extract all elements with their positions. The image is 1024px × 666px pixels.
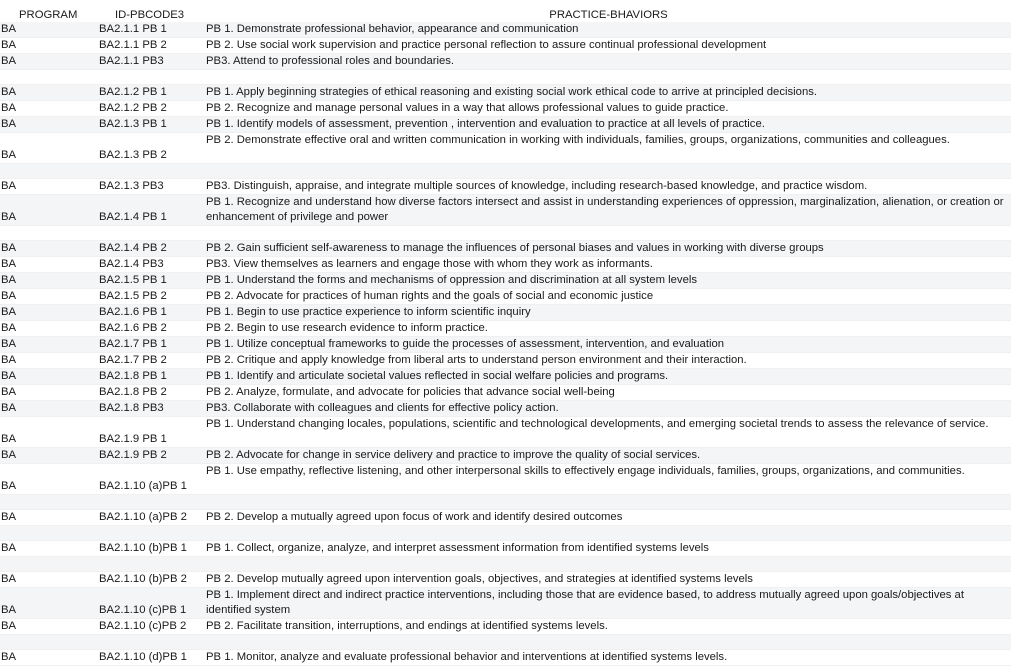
table-row (0, 572, 1011, 588)
program-cell: BA (1, 449, 17, 461)
id-cell: BA2.1.7 PB 2 (99, 354, 167, 366)
table-row (0, 510, 1011, 526)
table-row (0, 557, 1011, 572)
table-row (0, 70, 1011, 85)
practice-cell: PB3. Collaborate with colleagues and clients for effective policy action. (206, 402, 559, 414)
program-cell: BA (1, 573, 17, 585)
program-cell: BA (1, 180, 17, 192)
program-cell: BA (1, 620, 17, 632)
id-cell: BA2.1.1 PB 2 (99, 39, 167, 51)
table-row (0, 385, 1011, 401)
practice-cell: PB 1. Use empathy, reflective listening, and other interpersonal skills to effectively engage individuals, families, groups, organizations, and communities. (206, 465, 965, 477)
program-cell: BA (1, 370, 17, 382)
practice-cell: PB 2. Use social work supervision and practice personal reflection to assure continual professional development (206, 39, 767, 51)
program-cell: BA (1, 258, 17, 270)
id-cell: BA2.1.10 (a)PB 1 (99, 480, 187, 492)
table-row (0, 195, 1011, 226)
program-cell: BA (1, 402, 17, 414)
id-cell: BA2.1.2 PB 2 (99, 102, 167, 114)
id-cell: BA2.1.4 PB 2 (99, 242, 167, 254)
practice-cell: PB 1. Begin to use practice experience to inform scientific inquiry (206, 306, 531, 318)
practice-cell: PB 2. Demonstrate effective oral and written communication in working with individuals, families, groups, organizations, communities and colleagues. (206, 134, 950, 146)
table-row (0, 369, 1011, 385)
practice-cell: PB 2. Begin to use research evidence to inform practice. (206, 322, 488, 334)
spreadsheet (0, 7, 1011, 666)
table-row (0, 289, 1011, 305)
practice-cell: PB3. Attend to professional roles and boundaries. (206, 55, 455, 67)
id-cell: BA2.1.4 PB3 (99, 258, 164, 270)
id-cell: BA2.1.8 PB 2 (99, 386, 167, 398)
table-row (0, 353, 1011, 369)
practice-cell: PB 2. Facilitate transition, interruptions, and endings at identified systems levels. (206, 620, 608, 632)
program-cell: BA (1, 23, 17, 35)
table-row (0, 337, 1011, 353)
id-cell: BA2.1.6 PB 1 (99, 306, 167, 318)
id-cell: BA2.1.3 PB3 (99, 180, 164, 192)
table-row (0, 464, 1011, 495)
table-row (0, 22, 1011, 38)
table-row (0, 133, 1011, 164)
program-cell: BA (1, 511, 17, 523)
table-row (0, 635, 1011, 650)
program-cell: BA (1, 386, 17, 398)
table-row (0, 226, 1011, 241)
table-row (0, 588, 1011, 619)
program-cell: BA (1, 480, 17, 492)
id-cell: BA2.1.9 PB 2 (99, 449, 167, 461)
program-cell: BA (1, 542, 17, 554)
practice-cell: PB 1. Understand the forms and mechanisms of oppression and discrimination at all system levels (206, 274, 698, 286)
program-cell: BA (1, 102, 17, 114)
practice-cell: PB 2. Critique and apply knowledge from liberal arts to understand person environment and their interaction. (206, 354, 747, 366)
table-row (0, 541, 1011, 557)
table-row (0, 650, 1011, 666)
table-row (0, 85, 1011, 101)
program-cell: BA (1, 149, 17, 161)
program-cell: BA (1, 39, 17, 51)
id-cell: BA2.1.3 PB 2 (99, 149, 167, 161)
practice-cell: PB 1. Monitor, analyze and evaluate professional behavior and interventions at identified systems levels. (206, 651, 728, 663)
table-row (0, 257, 1011, 273)
table-row (0, 164, 1011, 179)
practice-cell: PB 2. Gain sufficient self-awareness to manage the influences of personal biases and values in working with diverse groups (206, 242, 824, 254)
id-cell: BA2.1.2 PB 1 (99, 86, 167, 98)
table-row (0, 321, 1011, 337)
practice-cell: PB 1. Identify models of assessment, prevention , intervention and evaluation to practice at all levels of practice. (206, 118, 765, 130)
table-row (0, 305, 1011, 321)
header-id: ID-PBCODE3 (115, 9, 185, 21)
practice-cell: PB 1. Identify and articulate societal values reflected in social welfare policies and programs. (206, 370, 669, 382)
table-row (0, 417, 1011, 448)
program-cell: BA (1, 211, 17, 223)
table-row (0, 179, 1011, 195)
table-row (0, 38, 1011, 54)
practice-cell: PB 2. Analyze, formulate, and advocate for policies that advance social well-being (206, 386, 615, 398)
program-cell: BA (1, 86, 17, 98)
program-cell: BA (1, 433, 17, 445)
practice-cell: PB 2. Develop a mutually agreed upon focus of work and identify desired outcomes (206, 511, 623, 523)
table-row (0, 526, 1011, 541)
id-cell: BA2.1.10 (c)PB 1 (99, 604, 187, 616)
program-cell: BA (1, 242, 17, 254)
practice-cell: PB3. View themselves as learners and engage those with whom they work as informants. (206, 258, 653, 270)
practice-cell: PB 1. Collect, organize, analyze, and interpret assessment information from identified systems levels (206, 542, 709, 554)
practice-cell: PB 2. Advocate for practices of human rights and the goals of social and economic justice (206, 290, 654, 302)
practice-cell: PB 1. Apply beginning strategies of ethical reasoning and existing social work ethical code to arrive at principled decisions. (206, 86, 818, 98)
id-cell: BA2.1.5 PB 1 (99, 274, 167, 286)
id-cell: BA2.1.10 (b)PB 2 (99, 573, 187, 585)
id-cell: BA2.1.3 PB 1 (99, 118, 167, 130)
table-row (0, 273, 1011, 289)
program-cell: BA (1, 651, 17, 663)
table-row (0, 101, 1011, 117)
id-cell: BA2.1.6 PB 2 (99, 322, 167, 334)
program-cell: BA (1, 55, 17, 67)
id-cell: BA2.1.1 PB3 (99, 55, 164, 67)
table-row (0, 241, 1011, 257)
practice-cell: PB 1. Utilize conceptual frameworks to guide the processes of assessment, intervention, and evaluation (206, 338, 725, 350)
practice-cell: PB 2. Recognize and manage personal values in a way that allows professional values to guide practice. (206, 102, 729, 114)
program-cell: BA (1, 604, 17, 616)
practice-cell: PB 1. Understand changing locales, populations, scientific and technological developments, and emerging societal trends to assess the relevance of service. (206, 418, 989, 430)
program-cell: BA (1, 338, 17, 350)
id-cell: BA2.1.7 PB 1 (99, 338, 167, 350)
header-row (0, 7, 1011, 22)
program-cell: BA (1, 274, 17, 286)
program-cell: BA (1, 290, 17, 302)
id-cell: BA2.1.9 PB 1 (99, 433, 167, 445)
program-cell: BA (1, 322, 17, 334)
practice-cell: PB3. Distinguish, appraise, and integrate multiple sources of knowledge, including research-based knowledge, and practice wisdom. (206, 180, 868, 192)
table-row (0, 54, 1011, 70)
practice-cell: PB 2. Advocate for change in service delivery and practice to improve the quality of social services. (206, 449, 701, 461)
id-cell: BA2.1.10 (a)PB 2 (99, 511, 187, 523)
header-program: PROGRAM (19, 9, 78, 21)
table-row (0, 448, 1011, 464)
practice-cell: PB 1. Demonstrate professional behavior, appearance and communication (206, 23, 579, 35)
id-cell: BA2.1.8 PB3 (99, 402, 164, 414)
id-cell: BA2.1.4 PB 1 (99, 211, 167, 223)
program-cell: BA (1, 118, 17, 130)
id-cell: BA2.1.10 (d)PB 1 (99, 651, 187, 663)
table-row (0, 117, 1011, 133)
table-row (0, 495, 1011, 510)
id-cell: BA2.1.10 (b)PB 1 (99, 542, 187, 554)
table-row (0, 401, 1011, 417)
program-cell: BA (1, 306, 17, 318)
id-cell: BA2.1.1 PB 1 (99, 23, 167, 35)
id-cell: BA2.1.5 PB 2 (99, 290, 167, 302)
practice-cell: PB 1. Recognize and understand how diverse factors intersect and assist in understanding experiences of oppression, marginalization, alienation, or creation or enhancement of privilege and power (206, 196, 1004, 223)
practice-cell: PB 1. Implement direct and indirect practice interventions, including those that are evidence based, to address mutually agreed upon goals/objectives at identified system (206, 589, 964, 616)
program-cell: BA (1, 354, 17, 366)
header-practice: PRACTICE-BHAVIORS (549, 9, 668, 21)
table-row (0, 619, 1011, 635)
practice-cell: PB 2. Develop mutually agreed upon intervention goals, objectives, and strategies at identified systems levels (206, 573, 753, 585)
id-cell: BA2.1.8 PB 1 (99, 370, 167, 382)
id-cell: BA2.1.10 (c)PB 2 (99, 620, 187, 632)
